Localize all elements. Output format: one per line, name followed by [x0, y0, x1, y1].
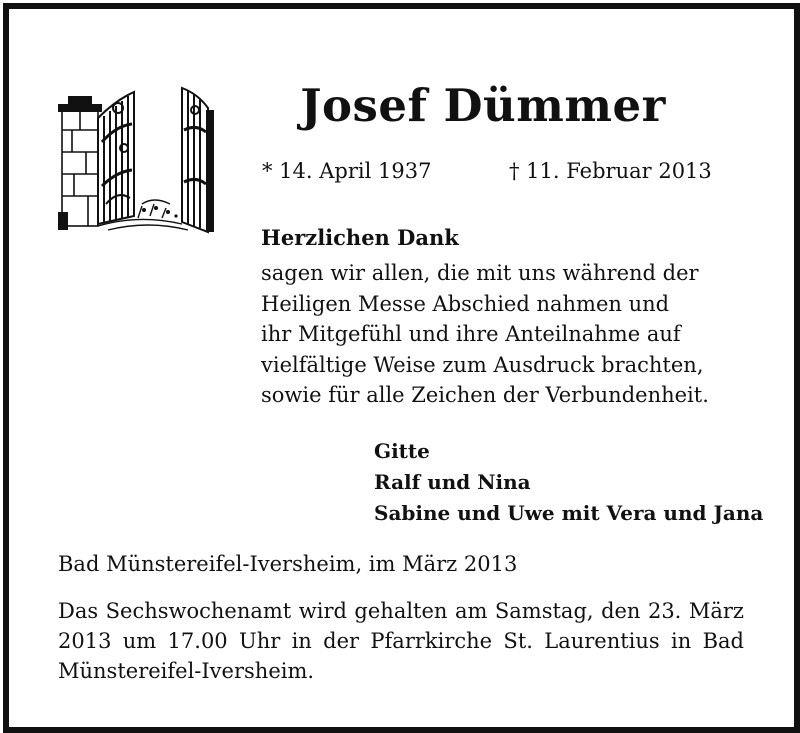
service-line: Das Sechswochenamt wird gehalten am Samstag, den 23. März — [58, 599, 744, 623]
place-and-date: Bad Münstereifel-Iversheim, im März 2013 — [58, 552, 518, 576]
thanks-line: ihr Mitgefühl und ihre Anteilnahme auf — [261, 322, 681, 346]
service-line: 2013 um 17.00 Uhr in der Pfarrkirche St. Laurentius in Bad — [58, 629, 744, 653]
deceased-name: Josef Dümmer — [300, 79, 666, 132]
thanks-heading: Herzlichen Dank — [261, 225, 459, 250]
birth-date: * 14. April 1937 — [262, 159, 432, 183]
death-date: † 11. Februar 2013 — [509, 159, 712, 183]
signer-name: Gitte — [374, 439, 430, 463]
service-announcement — [58, 596, 744, 686]
signer-name: Sabine und Uwe mit Vera und Jana — [374, 501, 764, 525]
signer-name: Ralf und Nina — [374, 470, 531, 494]
thanks-line: vielfältige Weise zum Ausdruck brachten, — [261, 352, 704, 377]
thanks-line: Heiligen Messe Abschied nahmen und — [261, 291, 670, 316]
thanks-text — [261, 258, 709, 411]
thanks-line: sowie für alle Zeichen der Verbundenheit. — [261, 383, 709, 407]
thanks-line: sagen wir allen, die mit uns während der — [261, 261, 699, 285]
service-line: Münstereifel-Iversheim. — [58, 659, 315, 683]
family-signers — [374, 436, 763, 529]
